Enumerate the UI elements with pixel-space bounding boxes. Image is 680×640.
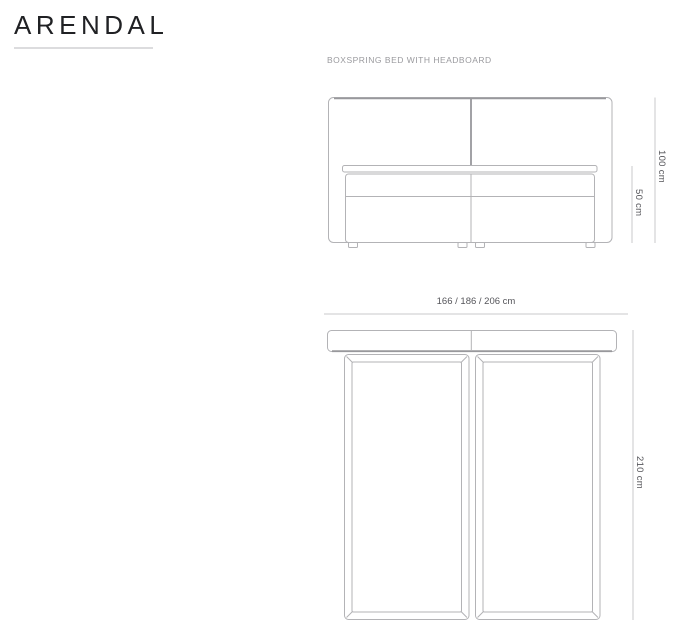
foot-left [349,243,358,248]
bed-base-front [346,174,595,243]
mattress-topper-front [343,166,598,173]
page-title: ARENDAL [14,10,169,40]
foot-center-right [476,243,485,248]
product-subtitle: BOXSPRING BED WITH HEADBOARD [327,55,492,65]
top-view-drawing [320,310,670,630]
headboard-top [328,331,617,352]
mattress-right [476,355,601,620]
dim-label-length: 210 cm [634,456,645,489]
front-view-drawing [320,90,670,255]
foot-right [586,243,595,248]
foot-center-left [458,243,467,248]
dim-label-base-height: 50 cm [633,189,644,217]
mattress-left [345,355,470,620]
dim-label-total-height: 100 cm [656,150,667,183]
bed-feet [349,243,596,248]
dim-label-width: 166 / 186 / 206 cm [436,296,516,307]
title-underline [14,47,153,49]
